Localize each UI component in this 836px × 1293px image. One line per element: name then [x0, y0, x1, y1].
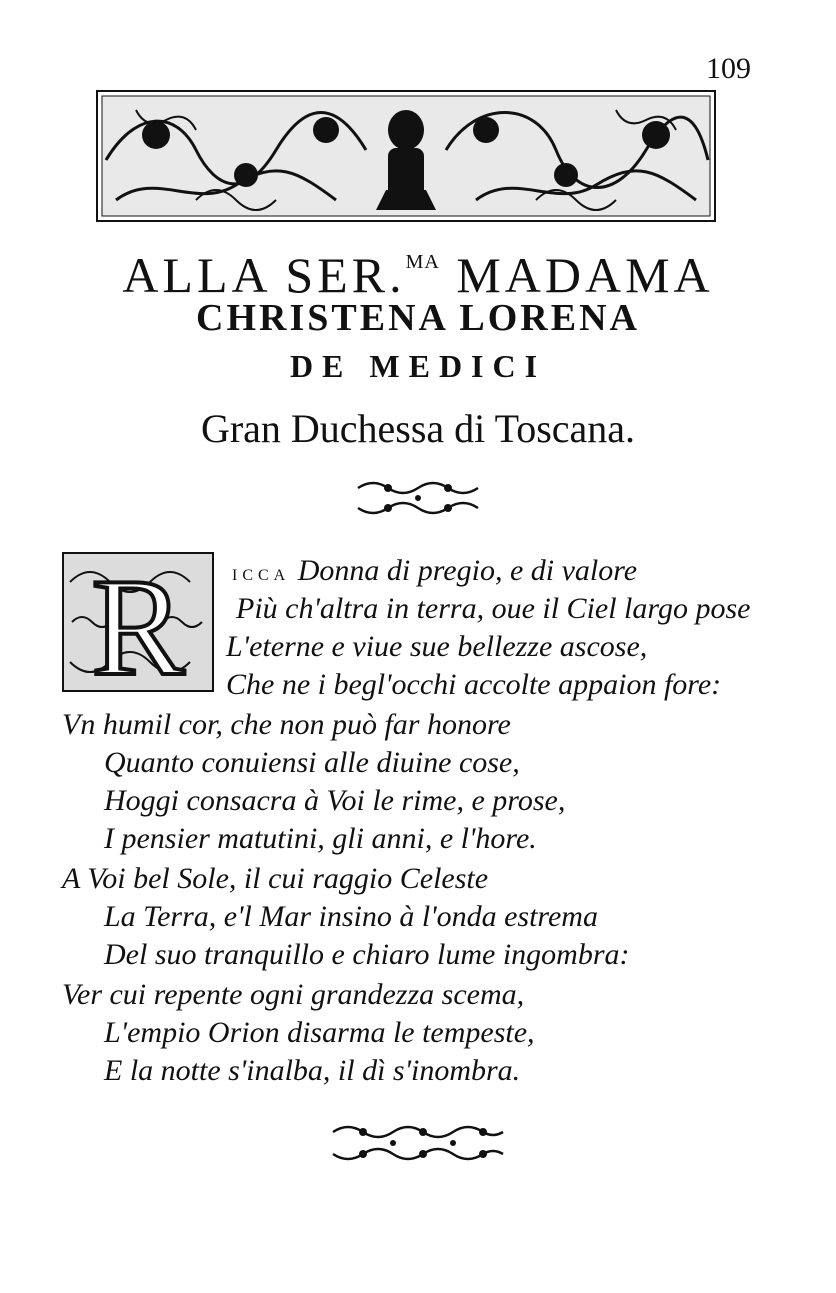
poem-line-11: Del suo tranquillo e chiaro lume ingombra: — [104, 938, 630, 971]
poem-line-5: Vn humil cor, che non può far honore — [62, 708, 511, 741]
page-number: 109 — [706, 52, 751, 85]
poem-line-14: E la notte s'inalba, il dì s'inombra. — [104, 1054, 521, 1087]
poem-line-1: ICCA Donna di pregio, e di valore — [232, 554, 638, 587]
poem-line-6: Quanto conuiensi alle diuine cose, — [104, 746, 520, 779]
poem-line-9: A Voi bel Sole, il cui raggio Celeste — [62, 862, 489, 895]
poem-line-13: L'empio Orion disarma le tempeste, — [104, 1016, 535, 1049]
drop-cap-letter: R — [91, 552, 185, 692]
poem-line-10: La Terra, e'l Mar insino à l'onda estrema — [104, 900, 598, 933]
fleuron-ornament-bottom — [0, 1118, 836, 1173]
fleuron-ornament-top — [0, 476, 836, 525]
poem-line-8: I pensier matutini, gli anni, e l'hore. — [104, 822, 537, 855]
woodcut-header-ornament — [96, 90, 716, 222]
title-line-3: DE MEDICI — [289, 348, 547, 384]
poem-line-4: Che ne i begl'occhi accolte appaion fore: — [226, 668, 722, 701]
title-line-2: CHRISTENA LORENA — [196, 297, 640, 339]
drop-cap — [62, 552, 214, 692]
title-superscript: MA — [405, 251, 440, 273]
poem-line-12: Ver cui repente ogni grandezza scema, — [62, 978, 525, 1011]
title-line-1: ALLA SER.$^{MA}$ MADAMA — [122, 247, 714, 303]
poem-line-3: L'eterne e viue sue bellezze ascose, — [226, 630, 648, 663]
poem-line-2: Più ch'altra in terra, oue il Ciel largo pose — [236, 592, 751, 625]
poem-line-7: Hoggi consacra à Voi le rime, e prose, — [104, 784, 566, 817]
title-line-4: Gran Duchessa di Toscana. — [200, 406, 636, 451]
